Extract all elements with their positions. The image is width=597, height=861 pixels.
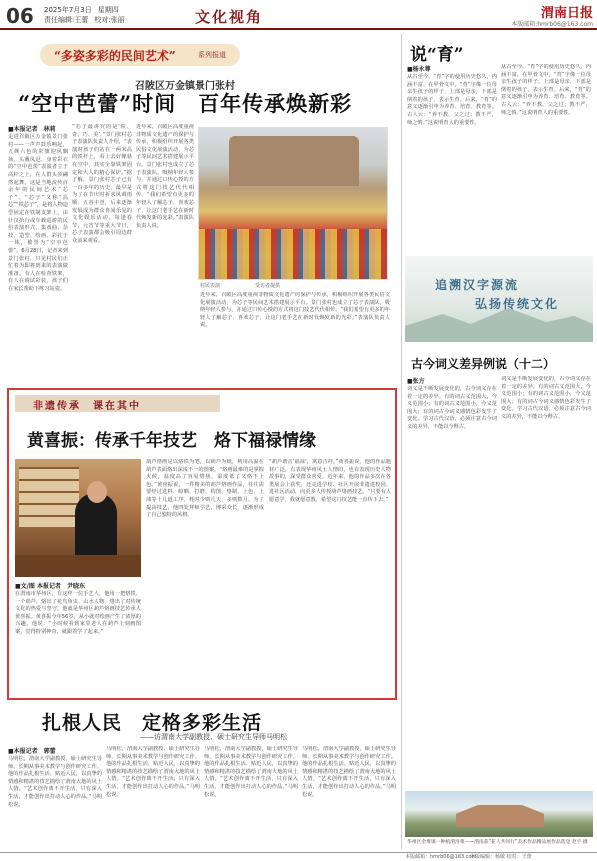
page-number: 06 xyxy=(6,4,34,28)
lead-body-continued xyxy=(200,292,390,382)
bottom-body-text-3: 马明松，渭南大学副教授、硕士研究生导师，长期从事美术教学与创作研究工作。他的作品扎根生活、贴近人民，以真挚的情感和精湛的技艺描绘了渭南大地的风土人情。“艺术创作离不开生活，只有深入生活，才能创作出打动人心的作品。”马明松说。 xyxy=(204,746,298,798)
right-author-2: ■张方 xyxy=(407,378,425,385)
bottom-reporter: ■本报记者 郭蕾 xyxy=(8,748,56,755)
right-decorative-banner xyxy=(405,256,593,342)
lead-headline: “空中芭蕾”时间 百年传承焕新彩 xyxy=(18,91,353,116)
column-divider xyxy=(401,34,402,849)
section-title: 文化视角 xyxy=(195,8,264,26)
lead-body-col3 xyxy=(136,124,194,380)
feature-body-col1 xyxy=(15,581,141,694)
designer-credit: 校对:张丽 xyxy=(94,16,125,24)
logo-subtitle: 本版邮箱:hmrb06@163.com xyxy=(511,21,593,28)
right-photo xyxy=(405,791,593,837)
deco-line-1: 追溯汉字源流 xyxy=(435,278,520,292)
right-body-1b xyxy=(501,64,591,250)
photo-table-shape xyxy=(15,555,141,577)
right-body-text-1b: 从古至今，“育”字的使用历史悠久，内涵丰富。在甲骨文中，“育”字像一位母亲生孩子的样子，上部是母亲，下部是倒着的孩子，表示生育。后来，“育”的意义逐渐引申为养育、培育、教育等。古人云：“养不教，父之过；教不严，师之惰。”这说明育人的重要性。 xyxy=(501,64,591,116)
feature-body-text-2: 葫芦烙画是以烙铁为笔，以葫芦为纸，利用高温在葫芦表面烙出深浅不一的图案。“烙画最难的是掌握火候，温度高了容易烙焦，温度低了又烙不上色。”黄喜振说，一件精美的葫芦烙画作品，往往需要经过选料、晾晒、打磨、构图、烙制、上色、上油等十几道工序，耗时少则几天，多则数月。为了提高技艺，他四处拜师学艺，博采众长，逐渐形成了自己独特的风格。 xyxy=(146,459,264,519)
lead-body-text-1: 走进召陂区万金镇景门张村——一声声鼓乐响起，五颜六色的彩旗迎风飘扬，头戴凤冠、身着彩衣的“空中芭蕾”表演者立于高杆之上，在人群头顶翩然起舞，这是当地流传百余年的民间艺术“芯子”。“芯子”又称“高芯”“铁芯子”，是将人物造型固定在铁制支架上，由壮汉抬行或车载巡游的民俗表演形式，集戏曲、杂技、造型、绘画、彩扎于一体，被誉为“空中芭蕾”。6月28日，记者来到景门张村，只见村民们正忙着为即将到来的表演做准备。有人在检查铁架，有人在调试彩装，孩子们在家长帮助下练习站姿。 xyxy=(8,134,68,292)
footer-right: 本版编辑：杨敏 校对：王蕾 xyxy=(470,854,532,860)
photo-building-shape xyxy=(445,805,555,827)
lead-body-col2 xyxy=(72,124,132,380)
lead-photo xyxy=(198,127,388,280)
feature-body-text-1: 在渭南市华州区，有这样一位手艺人，他用一把烙铁、一个葫芦，烙出了花鸟鱼虫、山水人物，烙出了对传统文化的热爱与坚守。他就是华州区葫芦烙画技艺传承人黄喜振。黄喜振今年56岁，从小就对绘画产生了浓厚的兴趣。他说：“小时候看到家里老人在葫芦上刻画图案，觉得特别神奇，就跟着学了起来。” xyxy=(15,591,141,635)
photo-person-shape xyxy=(75,493,117,563)
feature-banner xyxy=(15,395,220,412)
right-photo-caption xyxy=(407,840,593,846)
lead-body-text-4: 近年来，召陂区高度重视非物质文化遗产的保护与传承，积极组织开展各类民俗文化展演活动，为芯子等民间艺术搭建展示平台。景门张村也成立了芯子表演队，吸纳年轻人参与，并通过口传心授的方式将这门技艺代代相传。“我们希望有更多的年轻人了解芯子、喜欢芯子，让这门老手艺在新时代焕发新的光彩。”表演队负责人说。 xyxy=(200,292,390,329)
feature-body-col2 xyxy=(146,459,264,695)
right-body-1a xyxy=(407,64,497,250)
bottom-body-col3 xyxy=(204,746,298,850)
feature-reporter: ■文/图 本报记者 尹晓东 xyxy=(15,583,85,590)
right-body-2b xyxy=(501,376,591,786)
date-block xyxy=(44,5,131,25)
feature-body-col3 xyxy=(269,459,391,695)
right-photo-credit: 赵宇 摄 xyxy=(571,840,588,845)
right-body-text-2b: 词义是不断发展变化的，古今词义存在着一定的差异。有的词古义范围大，今义范围小；有的词古义范围小，今义范围大；有的词古今词义感情色彩发生了变化。学习古代汉语，必须注意古今词义的差异，不能以今释古。 xyxy=(501,376,591,420)
bottom-headline: 扎根人民 定格多彩生活 xyxy=(42,712,263,734)
lead-photo-caption: 村民表演 受访者提供 xyxy=(200,283,281,289)
bottom-body-col1 xyxy=(8,746,102,850)
feature-body-text-3: “葫芦谐音‘福禄’，寓意吉祥。”黄喜振说，他的作品题材广泛，有表现华州风土人情的，也有表现历史人物故事的，深受群众喜爱。近年来，他的作品多次在各类展会上获奖，还走进学校、社区开展非遗进校园、进社区活动，向更多人传授葫芦烙画技艺。“只要有人愿意学，我就愿意教，希望这门技艺能一直传下去。” xyxy=(269,459,391,503)
feature-banner-text: 非遗传承 课在其中 xyxy=(33,401,141,412)
photo-face-shape xyxy=(87,481,107,503)
photo-arch-shape xyxy=(229,136,359,186)
newspaper-logo: 渭南日报 xyxy=(540,6,593,21)
bottom-body-text-2: 马明松，渭南大学副教授、硕士研究生导师，长期从事美术教学与创作研究工作。他的作品扎根生活、贴近人民，以真挚的情感和精湛的技艺描绘了渭南大地的风土人情。“艺术创作离不开生活，只有深入生活，才能创作出打动人心的作品。”马明松说。 xyxy=(106,746,200,798)
column-banner-tag: 系列报道 xyxy=(198,51,226,59)
bottom-subheadline: ——访渭南大学副教授、硕士研究生导师马明松 xyxy=(140,733,287,741)
deco-line-2: 弘扬传统文化 xyxy=(475,297,560,311)
bottom-body-text-1: 马明松，渭南大学副教授、硕士研究生导师，长期从事美术教学与创作研究工作。他的作品扎根生活、贴近人民，以真挚的情感和精湛的技艺描绘了渭南大地的风土人情。“艺术创作离不开生活，只有深入生活，才能创作出打动人心的作品。”马明松说。 xyxy=(8,756,102,808)
right-body-2a xyxy=(407,376,497,786)
weekday: 星期四 xyxy=(97,6,119,14)
feature-headline: 黄喜振：传承千年技艺 烙下福禄情缘 xyxy=(27,431,316,451)
lead-body-text-3: 近年来，召陂区高度重视非物质文化遗产的保护与传承，积极组织开展各类民俗文化展演活动，为芯子等民间艺术搭建展示平台。景门张村也成立了芯子表演队，吸纳年轻人参与，并通过口传心授的方式将这门技艺代代相传。“我们希望有更多的年轻人了解芯子、喜欢芯子，让这门老手艺在新时代焕发新的光彩。”表演队负责人说。 xyxy=(136,124,194,229)
right-headline-1: 说“育” xyxy=(410,45,464,65)
right-author-1: ■杨永尊 xyxy=(407,66,431,73)
feature-photo xyxy=(15,459,141,577)
bottom-body-text-4: 马明松，渭南大学副教授、硕士研究生导师，长期从事美术教学与创作研究工作。他的作品扎根生活、贴近人民，以真挚的情感和精湛的技艺描绘了渭南大地的风土人情。“艺术创作离不开生活，只有深入生活，才能创作出打动人心的作品。”马明松说。 xyxy=(302,746,396,798)
lead-kicker: 召陂区万金镇景门张村 xyxy=(135,81,235,92)
right-headline-2: 古今词义差异例说（十二） xyxy=(411,357,556,371)
bottom-body-col2 xyxy=(106,746,200,850)
column-banner-title: “多姿多彩的民间艺术” xyxy=(54,49,176,63)
lead-body-col1 xyxy=(8,124,68,380)
masthead xyxy=(0,0,597,30)
right-body-text-1a: 从古至今，“育”字的使用历史悠久，内涵丰富。在甲骨文中，“育”字像一位母亲生孩子的样子，上部是母亲，下部是倒着的孩子，表示生育。后来，“育”的意义逐渐引申为养育、培育、教育等。古人云：“养不教，父之过；教不严，师之惰。”这说明育人的重要性。 xyxy=(407,74,497,126)
footer-left: 本版邮箱：hmrb06@163.com xyxy=(405,854,477,860)
bottom-body-col4 xyxy=(302,746,396,850)
column-banner xyxy=(40,44,240,66)
right-body-text-2a: 词义是不断发展变化的，古今词义存在着一定的差异。有的词古义范围大，今义范围小；有的词古义范围小，今义范围大；有的词古今词义感情色彩发生了变化。学习古代汉语，必须注意古今词义的差异，不能以今释古。 xyxy=(407,386,497,430)
issue-date: 2025年7月3日 xyxy=(44,6,92,14)
feature-box xyxy=(7,388,397,700)
right-photo-caption-text: 华州区金堆镇一种植渭洛菜——渭南获“花人共同行”美术作品精品展作品选登 xyxy=(407,840,571,845)
photo-shelf-shape xyxy=(19,467,79,527)
lead-body-text-2: “芯子最讲究的是‘险、奇、巧、美’。”景门张村芯子表演队负责人介绍，“表演时孩子们站在一两米高的铁杆上，看上去好像悬在空中，其实全靠铁架固定和大人的精心保护。”据了解，景门张村芯子已有一百多年的历史，最早是为了在节庆时祈求风调雨顺、五谷丰登，后来逐渐发展成为群众喜闻乐见的文化娱乐活动。每逢春节、元宵节等重大节日，芯子表演都会吸引周边群众前来观看。 xyxy=(72,124,132,244)
lead-reporter: ■本报记者 林莉 xyxy=(8,126,56,133)
photo-crowd-shape xyxy=(199,229,387,279)
editor-credit: 责任编辑:王蕾 xyxy=(44,16,89,24)
